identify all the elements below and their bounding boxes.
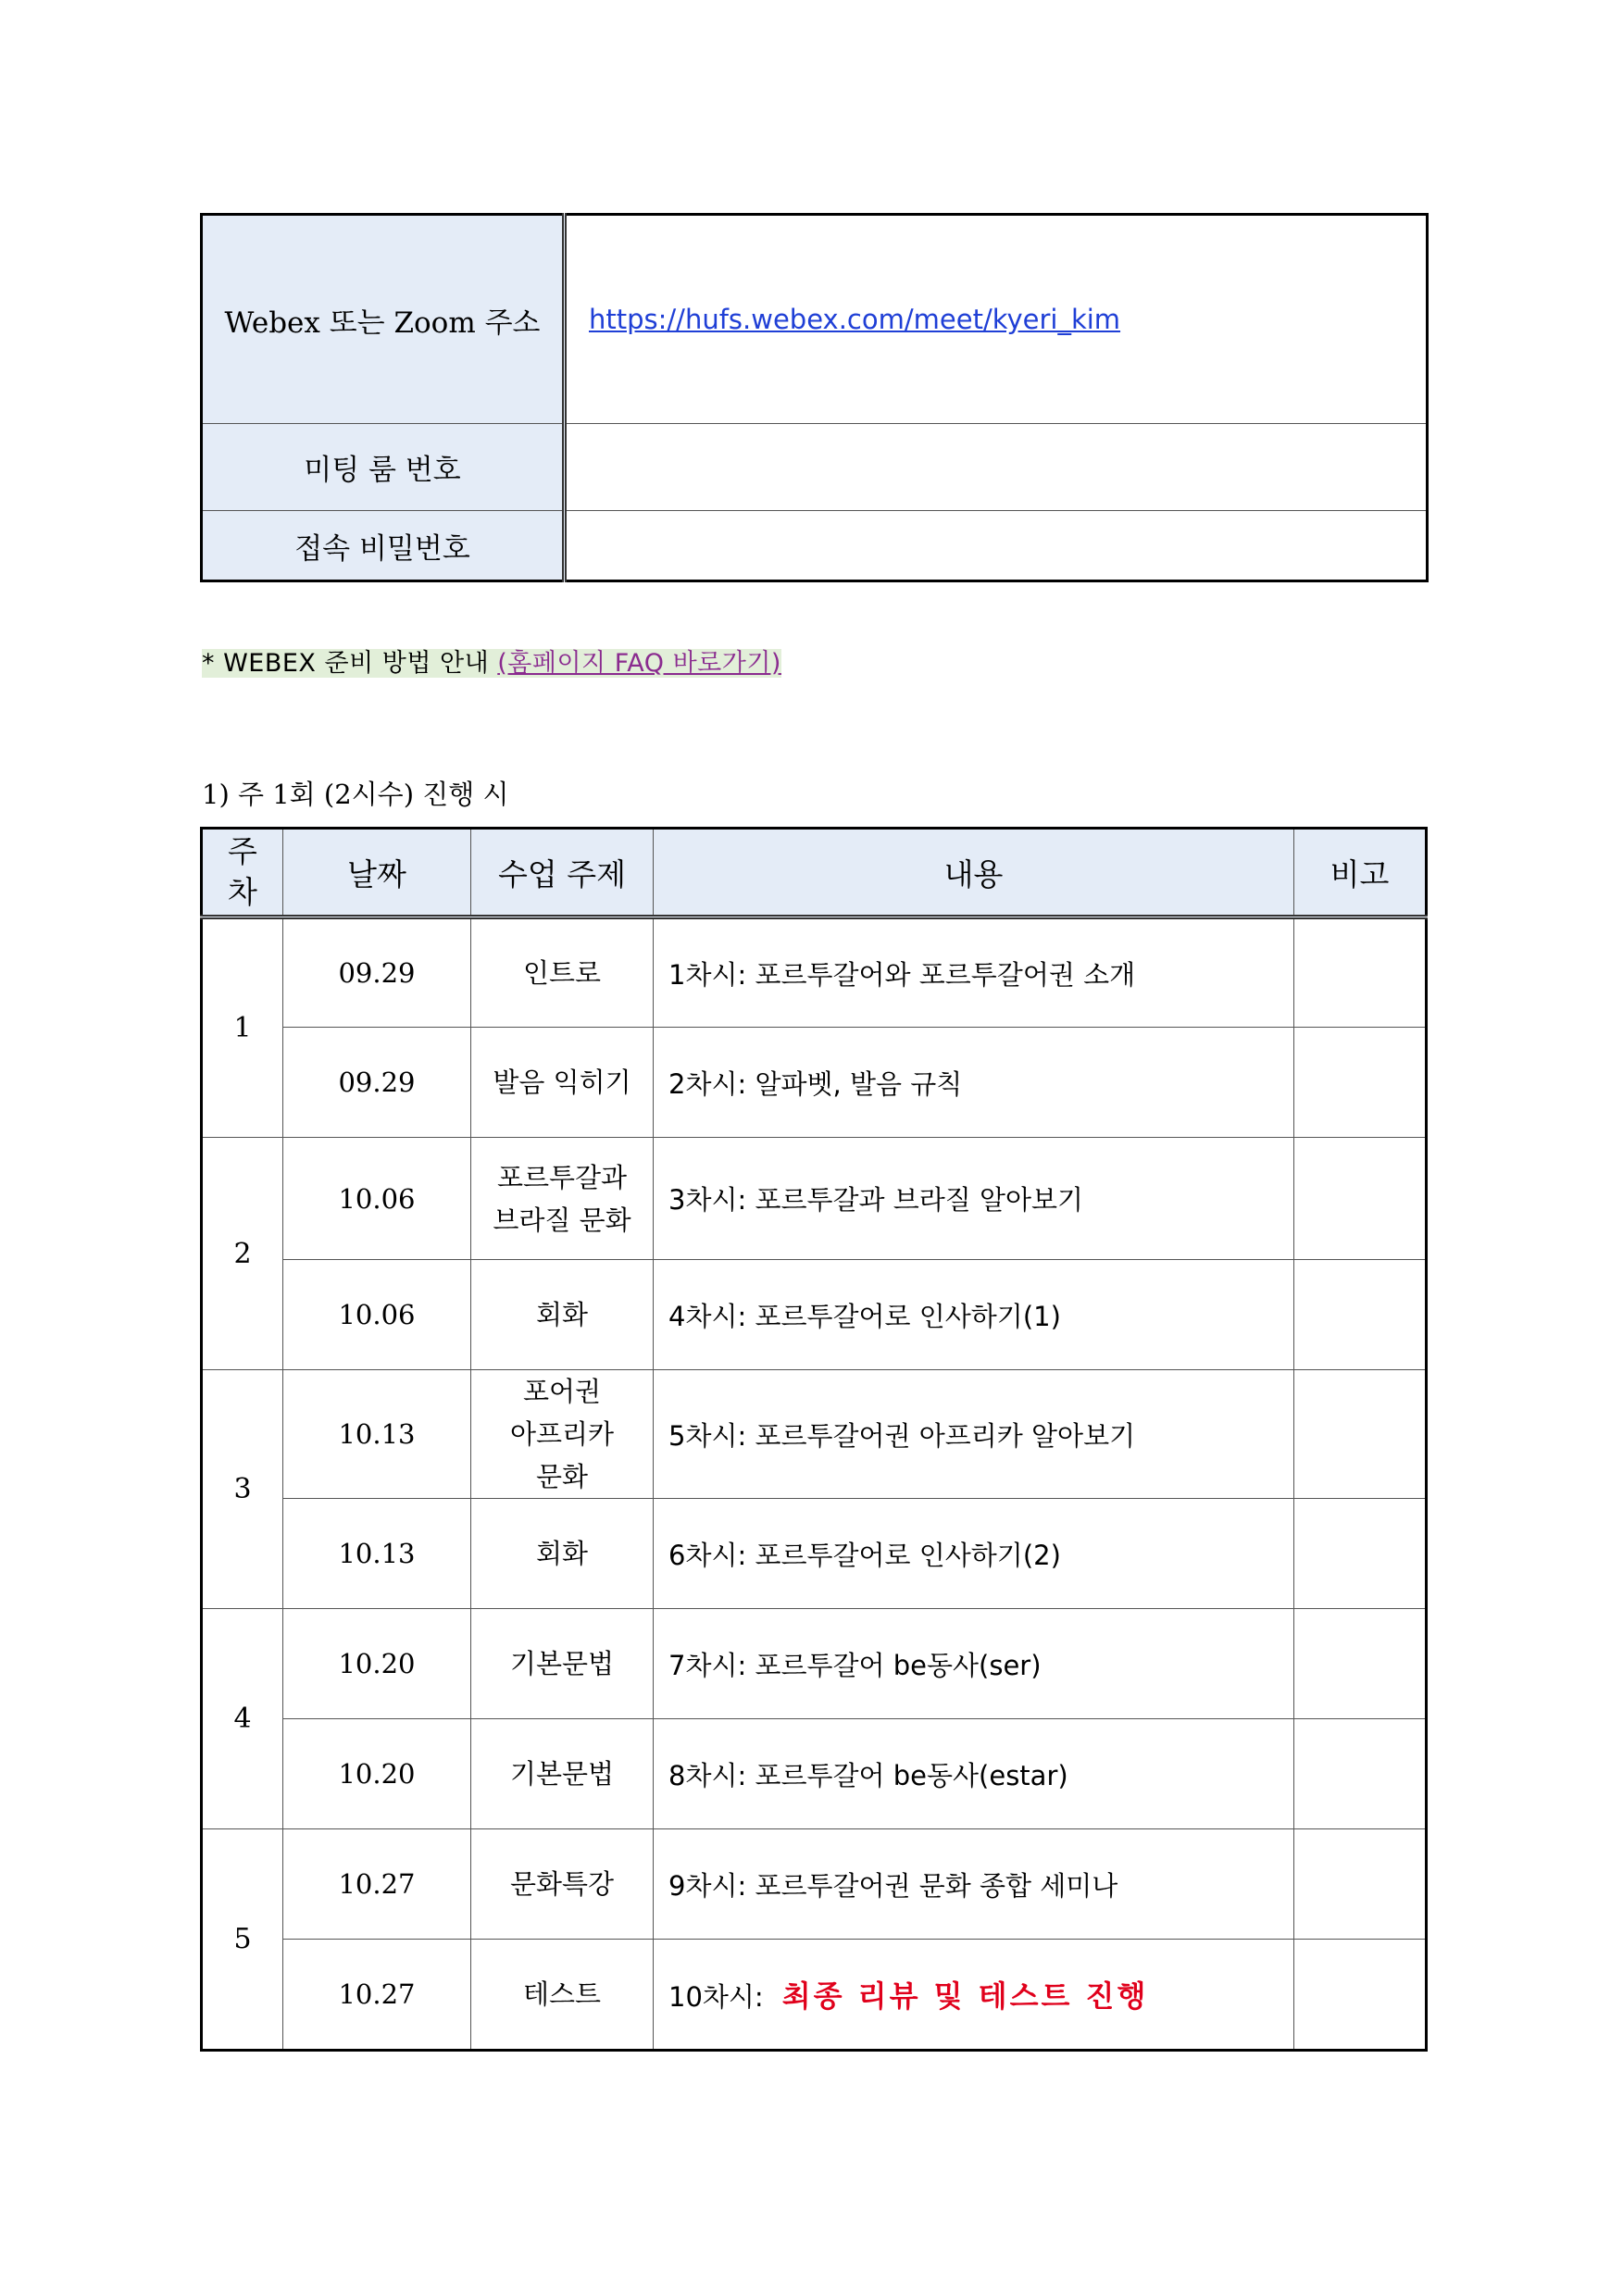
info-label-room-number: 미팅 룸 번호 [202,424,565,511]
session-content [654,1260,1294,1370]
session-topic: 포르투갈과 브라질 문화 [471,1138,654,1260]
session-content-text: 3차시: 포르투갈과 브라질 알아보기 [668,1184,1084,1216]
session-content-text: 1차시: 포르투갈어와 포르투갈어권 소개 [668,958,1136,991]
header-content: 내용 [654,829,1294,917]
info-row-password [202,511,1428,581]
session-content-text: 7차시: 포르투갈어 be동사(ser) [668,1649,1042,1681]
session-date: 09.29 [283,1028,471,1138]
session-topic: 기본문법 [471,1609,654,1719]
schedule-row [202,1370,1427,1499]
schedule-row [202,1499,1427,1609]
schedule-row [202,1260,1427,1370]
info-row-address [202,215,1428,424]
header-date: 날짜 [283,829,471,917]
session-topic: 발음 익히기 [471,1028,654,1138]
schedule-row [202,1138,1427,1260]
session-content-emphasis: 최종 리뷰 및 테스트 진행 [781,1978,1149,2014]
session-content-text: 10차시: [668,1981,764,2013]
session-content [654,1719,1294,1829]
schedule-row [202,1028,1427,1138]
session-topic: 문화특강 [471,1829,654,1940]
session-note [1294,1499,1427,1609]
week-number: 2 [202,1138,283,1370]
session-content-text: 5차시: 포르투갈어권 아프리카 알아보기 [668,1419,1136,1452]
session-note [1294,917,1427,1028]
session-content [654,1829,1294,1940]
session-date: 10.13 [283,1499,471,1609]
session-content-text: 8차시: 포르투갈어 be동사(estar) [668,1759,1068,1791]
schedule-row [202,1609,1427,1719]
week-number: 1 [202,917,283,1138]
schedule-table [200,827,1428,2052]
info-row-room-number [202,424,1428,511]
session-topic: 회화 [471,1260,654,1370]
schedule-row [202,1829,1427,1940]
info-value-room-number [565,424,1428,511]
session-content-text: 9차시: 포르투갈어권 문화 종합 세미나 [668,1869,1118,1902]
session-content [654,1940,1294,2051]
info-value-password [565,511,1428,581]
session-note [1294,1028,1427,1138]
session-date: 10.27 [283,1829,471,1940]
session-content [654,1609,1294,1719]
schedule-body [202,917,1427,2051]
session-topic: 기본문법 [471,1719,654,1829]
session-topic: 회화 [471,1499,654,1609]
session-content-text: 4차시: 포르투갈어로 인사하기(1) [668,1300,1061,1332]
session-date: 10.06 [283,1260,471,1370]
header-note: 비고 [1294,829,1427,917]
session-date: 10.20 [283,1609,471,1719]
info-label-address: Webex 또는 Zoom 주소 [202,215,565,424]
session-content [654,1028,1294,1138]
schedule-row [202,1940,1427,2051]
schedule-header-row [202,829,1427,917]
header-week: 주 차 [202,829,283,917]
section-heading: 1) 주 1회 (2시수) 진행 시 [202,779,509,810]
session-note [1294,1940,1427,2051]
session-topic: 인트로 [471,917,654,1028]
header-topic: 수업 주제 [471,829,654,917]
session-note [1294,1260,1427,1370]
week-number: 5 [202,1829,283,2051]
session-topic: 테스트 [471,1940,654,2051]
schedule-row [202,917,1427,1028]
webex-notice-text: * WEBEX 준비 방법 안내 [202,649,498,678]
session-content-text: 2차시: 알파벳, 발음 규칙 [668,1067,963,1100]
session-content [654,1370,1294,1499]
session-note [1294,1138,1427,1260]
session-note [1294,1370,1427,1499]
session-content [654,1499,1294,1609]
session-date: 09.29 [283,917,471,1028]
info-label-password: 접속 비밀번호 [202,511,565,581]
session-topic: 포어권 아프리카 문화 [471,1370,654,1499]
webex-notice [202,643,781,679]
session-date: 10.27 [283,1940,471,2051]
session-content [654,1138,1294,1260]
info-value-address [565,215,1428,424]
session-note [1294,1719,1427,1829]
meeting-info-table [200,213,1429,582]
session-date: 10.13 [283,1370,471,1499]
session-note [1294,1829,1427,1940]
week-number: 4 [202,1609,283,1829]
week-number: 3 [202,1370,283,1609]
session-note [1294,1609,1427,1719]
session-content [654,917,1294,1028]
session-date: 10.06 [283,1138,471,1260]
session-date: 10.20 [283,1719,471,1829]
session-content-text: 6차시: 포르투갈어로 인사하기(2) [668,1539,1061,1571]
schedule-row [202,1719,1427,1829]
webex-url-link[interactable]: https://hufs.webex.com/meet/kyeri_kim [589,304,1121,335]
faq-link[interactable]: (홈페이지 FAQ 바로가기) [497,649,781,678]
